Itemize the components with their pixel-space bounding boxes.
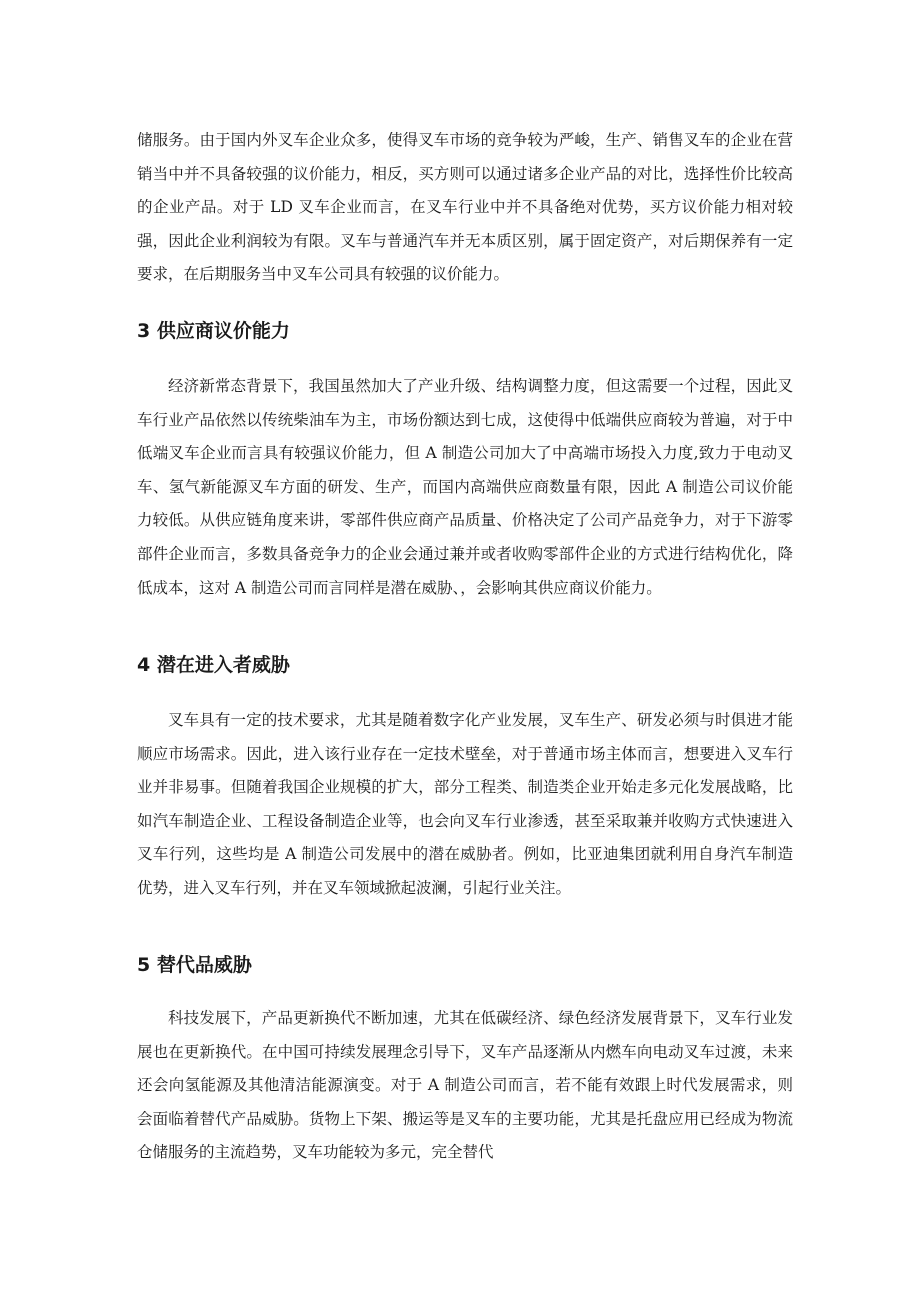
section-heading-supplier-bargaining: 3 供应商议价能力 — [137, 320, 290, 342]
paragraph-substitutes: 科技发展下，产品更新换代不断加速，尤其在低碳经济、绿色经济发展背景下，叉车行业发展也在更新换代。在中国可持续发展理念引导下，叉车产品逐渐从内燃车向电动叉车过渡，未来还会向氢能源及其他清洁能源演变。对于 A 制造公司而言，若不能有效跟上时代发展需求，则会面临着替代产品威胁。货物上下架、搬运等是叉车的主要功能，尤其是托盘应用已经成为物流仓储服务的主流趋势，叉车功能较为多元，完全替代 — [137, 1009, 793, 1162]
section-heading-new-entrants: 4 潜在进入者威胁 — [137, 654, 290, 676]
paragraph-buyer-bargaining-continued: 储服务。由于国内外叉车企业众多，使得叉车市场的竞争较为严峻，生产、销售叉车的企业在营销当中并不具备较强的议价能力，相反，买方则可以通过诸多企业产品的对比，选择性价比较高的企业产品。对于 LD 叉车企业而言，在叉车行业中并不具备绝对优势，买方议价能力相对较强，因此企业利润较为有限。叉车与普通汽车并无本质区别，属于固定资产，对后期保养有一定要求，在后期服务当中叉车公司具有较强的议价能力。 — [137, 131, 793, 284]
paragraph-new-entrants: 叉车具有一定的技术要求，尤其是随着数字化产业发展，叉车生产、研发必须与时俱进才能顺应市场需求。因此，进入该行业存在一定技术壁垒，对于普通市场主体而言，想要进入叉车行业并非易事。但随着我国企业规模的扩大，部分工程类、制造类企业开始走多元化发展战略，比如汽车制造企业、工程设备制造企业等，也会向叉车行业渗透，甚至采取兼并收购方式快速进入叉车行列，这些均是 A 制造公司发展中的潜在威胁者。例如，比亚迪集团就利用自身汽车制造优势，进入叉车行列，并在叉车领域掀起波澜，引起行业关注。 — [137, 711, 793, 897]
section-heading-substitutes: 5 替代品威胁 — [137, 954, 252, 976]
paragraph-supplier-bargaining: 经济新常态背景下，我国虽然加大了产业升级、结构调整力度，但这需要一个过程，因此叉车行业产品依然以传统柴油车为主，市场份额达到七成，这使得中低端供应商较为普遍，对于中低端叉车企业而言具有较强议价能力，但 A 制造公司加大了中高端市场投入力度,致力于电动叉车、氢气新能源叉车方面的研发、生产，而国内高端供应商数量有限，因此 A 制造公司议价能力较低。从供应链角度来讲，零部件供应商产品质量、价格决定了公司产品竞争力，对于下游零部件企业而言，多数具备竞争力的企业会通过兼并或者收购零部件企业的方式进行结构优化，降低成本，这对 A 制造公司而言同样是潜在威胁、，会影响其供应商议价能力。 — [137, 377, 793, 597]
